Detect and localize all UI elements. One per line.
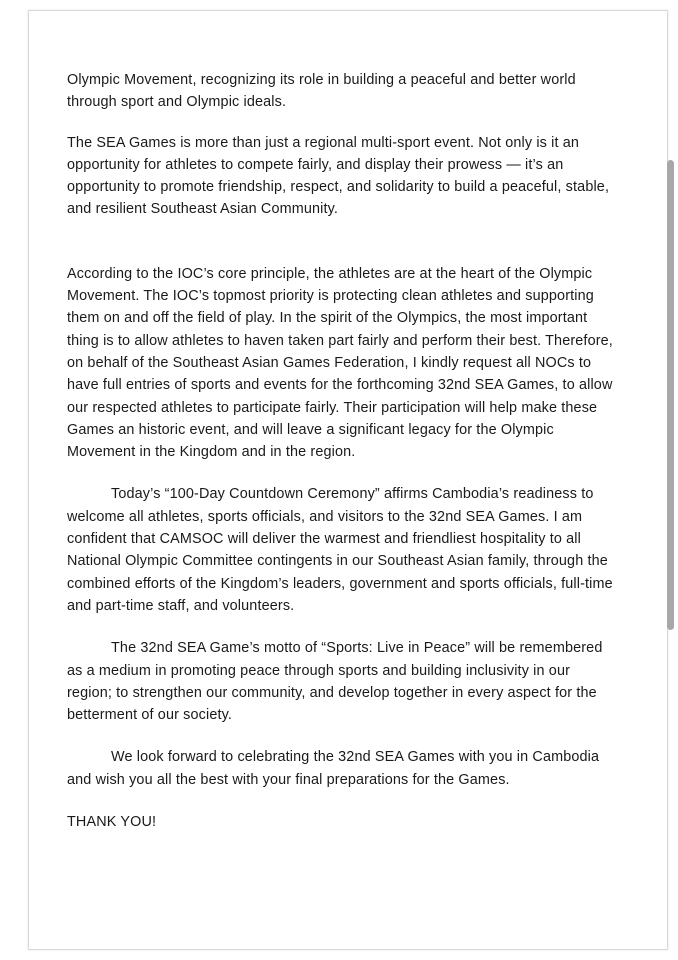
- paragraph-1: Olympic Movement, recognizing its role in building a peaceful and better world through sport and Olympic ideals.: [67, 72, 576, 111]
- paragraph-6: We look forward to celebrating the 32nd SEA Games with you in Cambodia and wish you all the best with your final preparations for the Games.: [67, 749, 600, 788]
- paragraph-5: The 32nd SEA Game’s motto of “Sports: Live in Peace” will be remembered as a medium in promoting peace through sports and building inclusivity in our region; to strengthen our community, and develop together in every aspect for the betterment of our society.: [67, 640, 603, 724]
- paragraph-4: Today’s “100-Day Countdown Ceremony” affirms Cambodia’s readiness to welcome all athletes, sports officials, and visitors to the 32nd SEA Games. I am confident that CAMSOC will deliver the warmest and friendliest hospitality to all National Olympic Committee contingents in our Southeast Asian family, through the combined efforts of the Kingdom’s leaders, government and sports officials, full-time and part-time staff, and volunteers.: [67, 486, 613, 614]
- page-text-body: [67, 69, 615, 853]
- document-page: [28, 10, 668, 950]
- scrollbar-track[interactable]: [669, 0, 676, 960]
- scrollbar-thumb[interactable]: [667, 160, 674, 630]
- page-margin-left: [0, 0, 28, 960]
- paragraph-7: THANK YOU!: [67, 814, 157, 831]
- paragraph-3: According to the IOC’s core principle, the athletes are at the heart of the Olympic Movement. The IOC’s topmost priority is protecting clean athletes and supporting them on and off the field of play. In the spirit of the Olympics, the most important thing is to allow athletes to haven taken part fairly and perform their best. Therefore, on behalf of the Southeast Asian Games Federation, I kindly request all NOCs to have full entries of sports and events for the forthcoming 32nd SEA Games, to allow our respected athletes to participate fairly. Their participation will help make these Games an historic event, and will leave a significant legacy for the Olympic Movement in the Kingdom and in the region.: [67, 265, 613, 461]
- paragraph-2: The SEA Games is more than just a regional multi-sport event. Not only is it an opportunity for athletes to compete fairly, and display their prowess — it’s an opportunity to promote friendship, respect, and solidarity to build a peaceful, stable, and resilient Southeast Asian Community.: [67, 134, 610, 218]
